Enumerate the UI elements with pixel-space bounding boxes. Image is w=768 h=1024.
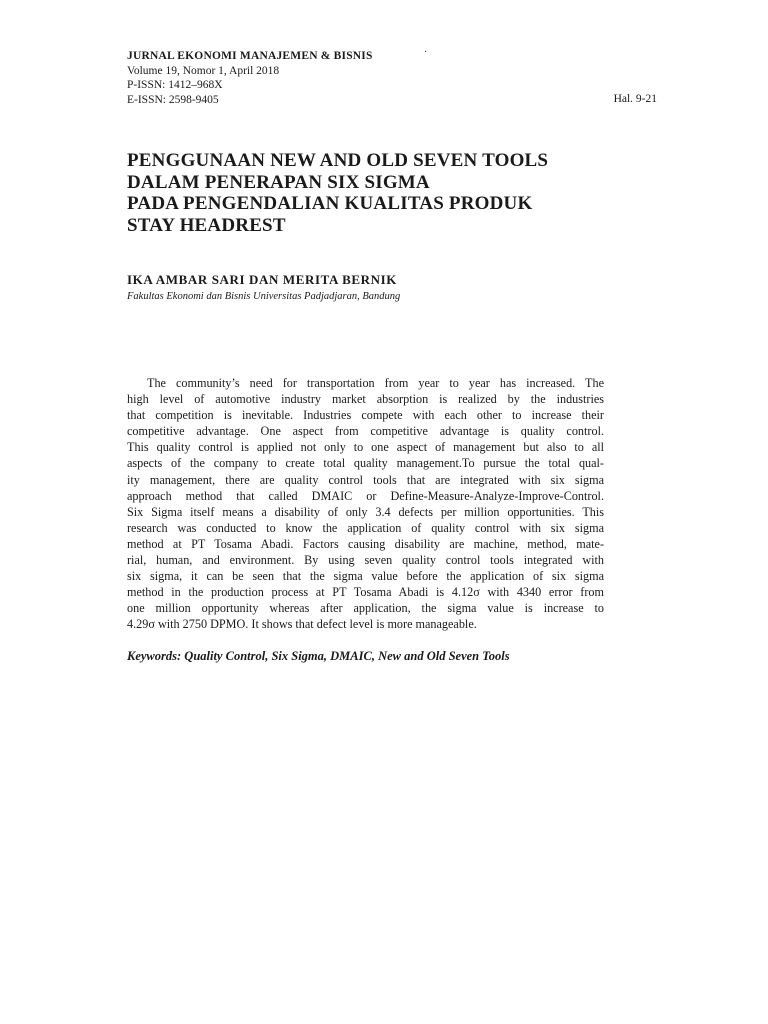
abstract-line: method in the production process at PT Tosama Abadi is 4.12σ with 4340 error from [127, 585, 604, 600]
keywords: Keywords: Quality Control, Six Sigma, DMAIC, New and Old Seven Tools [127, 649, 510, 663]
abstract-line: high level of automotive industry market absorption is realized by the industries [127, 392, 604, 407]
title-line: STAY HEADREST [127, 214, 286, 236]
journal-pissn: P-ISSN: 1412–968X [127, 79, 223, 91]
journal-header [127, 49, 657, 107]
journal-name: JURNAL EKONOMI MANAJEMEN & BISNIS [127, 50, 373, 62]
abstract-line: six sigma, it can be seen that the sigma value before the application of six sigma [127, 569, 604, 584]
header-dot: · [424, 47, 428, 58]
abstract-line: competitive advantage. One aspect from competitive advantage is quality control. [127, 424, 604, 439]
abstract-line: ity management, there are quality control tools that are integrated with six sigma [127, 472, 604, 487]
title-line: PADA PENGENDALIAN KUALITAS PRODUK [127, 193, 533, 214]
page-range: Hal. 9-21 [613, 93, 657, 105]
abstract-line: one million opportunity whereas after application, the sigma value is increase to [127, 601, 604, 616]
abstract-line: 4.29σ with 2750 DPMO. It shows that defect level is more manageable. [127, 617, 477, 632]
abstract-line: aspects of the company to create total quality management.To pursue the total qual- [127, 456, 604, 471]
abstract-line: The community’s need for transportation from year to year has increased. The [147, 376, 604, 390]
authors: IKA AMBAR SARI DAN MERITA BERNIK [127, 272, 397, 287]
abstract-line: research was conducted to know the application of quality control with six sigma [127, 520, 604, 535]
abstract-line: that competition is inevitable. Industries compete with each other to increase their [127, 408, 604, 423]
abstract-line: Six Sigma itself means a disability of only 3.4 defects per million opportunities. This [127, 504, 604, 519]
abstract-line: rial, human, and environment. By using seven quality control tools integrated with [127, 553, 604, 568]
journal-volume: Volume 19, Nomor 1, April 2018 [127, 64, 280, 77]
abstract-line: This quality control is applied not only to one aspect of management but also to all [127, 440, 604, 455]
abstract-line: approach method that called DMAIC or Define-Measure-Analyze-Improve-Control. [127, 488, 604, 503]
title-line: PENGGUNAAN NEW AND OLD SEVEN TOOLS [127, 150, 549, 171]
abstract-line: method at PT Tosama Abadi. Factors causing disability are machine, method, mate- [127, 536, 604, 551]
title-line: DALAM PENERAPAN SIX SIGMA [127, 171, 430, 193]
affiliation: Fakultas Ekonomi dan Bisnis Universitas Padjadjaran, Bandung [127, 291, 401, 302]
journal-eissn: E-ISSN: 2598-9405 [127, 93, 219, 106]
abstract [127, 375, 604, 633]
paper-title [127, 150, 627, 236]
